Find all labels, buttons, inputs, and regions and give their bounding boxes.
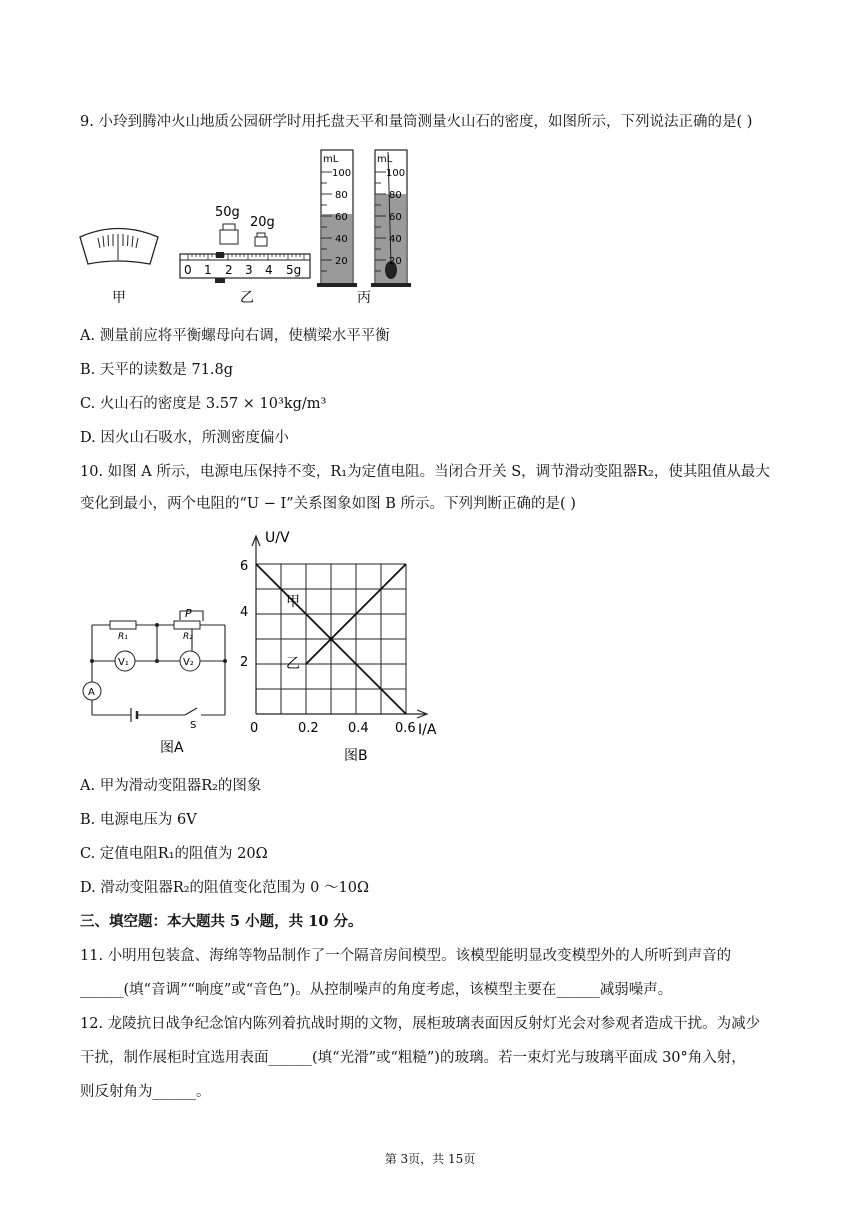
balance-dial-icon — [80, 229, 158, 265]
q9-option-c[interactable]: C. 火山石的密度是 3.57 × 10³kg/m³ — [80, 396, 327, 412]
weight-20g-icon — [255, 233, 267, 246]
q9-figure — [70, 142, 430, 312]
q11-line2: ______(填“音调”“响度”或“音色”)。从控制噪声的角度考虑，该模型主要在______减弱噪声。 — [80, 982, 673, 998]
resistor-r1-icon — [110, 621, 136, 629]
page-footer: 第 3页，共 15页 — [384, 1152, 476, 1166]
weight-50g-icon — [220, 224, 238, 244]
q10-option-a[interactable]: A. 甲为滑动变阻器R₂的图象 — [80, 778, 262, 794]
q9-option-d[interactable]: D. 因火山石吸水，所测密度偏小 — [80, 430, 289, 446]
series-label-yi: 乙 — [286, 656, 300, 672]
label-v2: V₂ — [183, 657, 194, 668]
cyl-left-40: 40 — [335, 234, 348, 245]
q12-line3: 则反射角为______。 — [80, 1084, 211, 1100]
graph-axes — [252, 536, 427, 718]
q11-line1: 11. 小明用包装盒、海绵等物品制作了一个隔音房间模型。该模型能明显改变模型外的人所听到声音的 — [80, 948, 732, 964]
ui-graph — [240, 526, 450, 766]
label-p: P — [185, 607, 192, 620]
label-ammeter: A — [88, 687, 95, 698]
scale-tick-5g: 5g — [286, 263, 302, 277]
y-tick-6: 6 — [240, 559, 249, 574]
q10-stem-line2: 变化到最小，两个电阻的“U − I”关系图象如图 B 所示。下列判断正确的是( ) — [80, 496, 576, 512]
q12-line2: 干扰，制作展柜时宜选用表面______(填“光滑”或“粗糙”)的玻璃。若一束灯光与玻璃平面成 30°角入射， — [80, 1050, 746, 1066]
scale-tick-2: 2 — [225, 263, 233, 277]
q9-option-b[interactable]: B. 天平的读数是 71.8g — [80, 362, 234, 378]
cyl-right-100: 100 — [386, 168, 406, 179]
scale-tick-3: 3 — [245, 263, 253, 277]
cyl-right-60: 60 — [389, 212, 402, 223]
cyl-left-60: 60 — [335, 212, 348, 223]
weight-20g-label: 20g — [250, 215, 275, 230]
cyl-right-20: 20 — [389, 256, 402, 267]
scale-tick-0: 0 — [184, 263, 192, 277]
label-switch: S — [190, 720, 197, 731]
cyl-right-40: 40 — [389, 234, 402, 245]
caption-fig-b: 图B — [344, 748, 368, 764]
series-label-jia: 甲 — [286, 594, 300, 610]
cyl-right-unit: mL — [377, 154, 393, 165]
x-tick-0-2: 0.2 — [298, 721, 319, 736]
q9-stem: 9. 小玲到腾冲火山地质公园研学时用托盘天平和量筒测量火山石的密度，如图所示，下列说法正确的是( ) — [80, 114, 753, 130]
label-r1: R₁ — [118, 632, 128, 642]
q12-line1: 12. 龙陵抗日战争纪念馆内陈列着抗战时期的文物，展柜玻璃表面因反射灯光会对参观者造成干扰。为减少 — [80, 1016, 761, 1032]
q10-option-c[interactable]: C. 定值电阻R₁的阻值为 20Ω — [80, 846, 268, 862]
battery-icon — [131, 708, 137, 722]
circuit-diagram — [75, 595, 245, 765]
cyl-left-20: 20 — [335, 256, 348, 267]
section-3-heading: 三、填空题：本大题共 5 小题，共 10 分。 — [80, 913, 363, 930]
x-tick-0: 0 — [250, 721, 259, 736]
fig-label-jia: 甲 — [112, 290, 126, 306]
caption-fig-a: 图A — [160, 740, 184, 756]
rheostat-r2-icon — [174, 621, 200, 629]
label-r2: R₂ — [183, 632, 193, 642]
fig-label-yi: 乙 — [240, 290, 254, 306]
cyl-right-80: 80 — [389, 190, 402, 201]
q10-option-b[interactable]: B. 电源电压为 6V — [80, 812, 197, 828]
scale-tick-4: 4 — [265, 263, 273, 277]
rider-icon — [215, 278, 225, 283]
q9-option-a[interactable]: A. 测量前应将平衡螺母向右调，使横梁水平平衡 — [80, 328, 390, 344]
scale-tick-1: 1 — [204, 263, 212, 277]
q10-option-d[interactable]: D. 滑动变阻器R₂的阻值变化范围为 0 ～10Ω — [80, 880, 369, 896]
fig-label-bing: 丙 — [357, 290, 371, 306]
x-tick-0-4: 0.4 — [348, 721, 369, 736]
label-v1: V₁ — [118, 657, 129, 668]
graph-ylabel: U/V — [265, 530, 290, 546]
cyl-left-80: 80 — [335, 190, 348, 201]
cyl-left-100: 100 — [332, 168, 352, 179]
y-tick-2: 2 — [240, 655, 249, 670]
q10-stem-line1: 10. 如图 A 所示，电源电压保持不变，R₁为定值电阻。当闭合开关 S，调节滑动变阻器R₂，使其阻值从最大 — [80, 464, 770, 480]
y-tick-4: 4 — [240, 605, 249, 620]
cyl-left-unit: mL — [323, 154, 339, 165]
x-tick-0-6: 0.6 — [395, 721, 416, 736]
weight-50g-label: 50g — [215, 205, 240, 220]
graph-xlabel: I/A — [418, 722, 437, 738]
